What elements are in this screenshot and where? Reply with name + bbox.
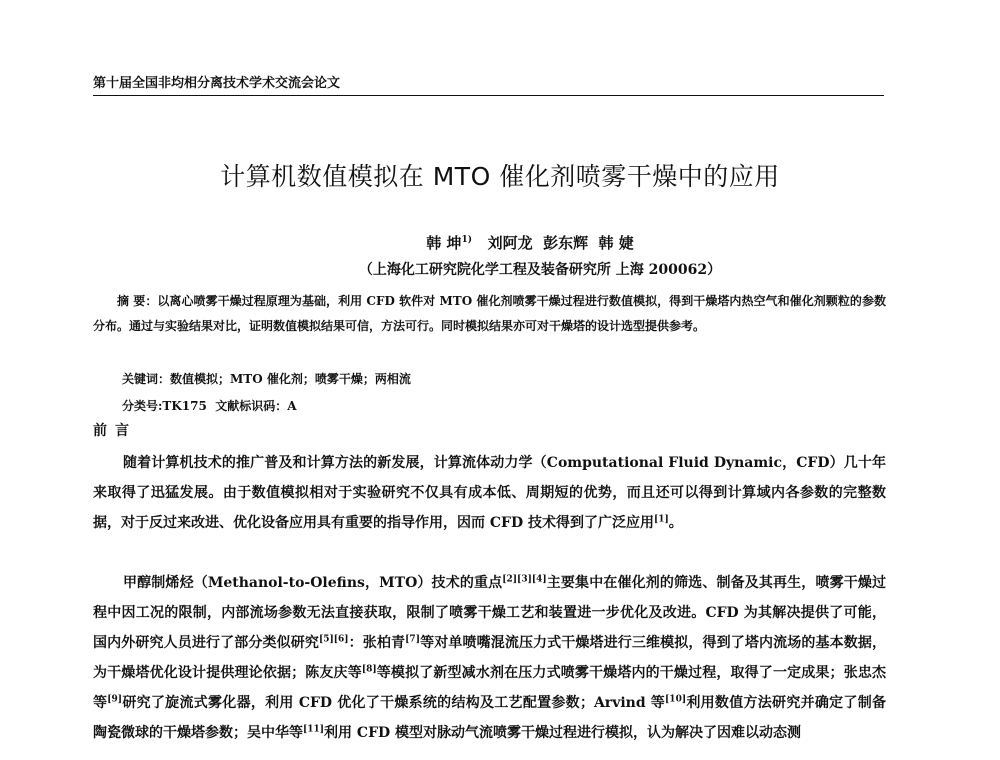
citation: [11]: [303, 724, 325, 735]
paragraph-text: 主要集中在催化剂的筛选、制备及其再生，喷雾干燥过程中因工况的限制，内部流场参数无法直接获取，限制了喷雾干燥工艺和装置进一步优化及改进。CFD 为其解决提供了可能，国内外研究人员进行了部分类似研究: [93, 575, 887, 651]
author-first: 韩 坤: [426, 234, 462, 252]
citation: [10]: [665, 694, 687, 705]
author-list: [0, 229, 1000, 254]
keywords-text: 数值模拟；MTO 催化剂；喷雾干燥；两相流: [170, 372, 411, 386]
author-others: 刘阿龙 彭东辉 韩 婕: [487, 234, 634, 252]
citation: [2][3][4]: [502, 574, 547, 585]
classification-line: 分类号:TK175 文献标识码：A: [122, 399, 297, 413]
paragraph-intro-1: [93, 448, 886, 538]
author-footnote-mark: 1): [461, 235, 472, 245]
paragraph-text: 随着计算机技术的推广普及和计算方法的新发展，计算流体动力学（Computational Fluid Dynamic，CFD）几十年来取得了迅猛发展。由于数值模拟相对于实验研究不仅具有成本低、周期短的优势，而且还可以得到计算域内各参数的完整数据，对于反过来改进、优化设备应用具有重要的指导作用，因而 CFD 技术得到了广泛应用: [93, 455, 886, 531]
paragraph-text: 等对单喷嘴混流压力式干燥塔进行三维模拟，得到了塔内流场的基本数据，为干燥塔优化设计提供理论依据；陈友庆等: [93, 635, 887, 681]
paragraph-intro-2: [93, 568, 886, 748]
abstract-label: 摘 要：: [117, 294, 158, 308]
citation: [5][6]: [318, 634, 349, 645]
paper-title: 计算机数值模拟在 MTO 催化剂喷雾干燥中的应用: [220, 162, 780, 191]
paragraph-text: 甲醇制烯烃（Methanol-to-Olefins，MTO）技术的重点: [123, 575, 503, 591]
citation: [9]: [107, 694, 123, 705]
keywords-label: 关键词：: [122, 372, 171, 386]
section-heading: 前言: [93, 423, 137, 439]
citation: [1]: [653, 514, 669, 525]
paragraph-text: 研究了旋流式雾化器，利用 CFD 优化了干燥系统的结构及工艺配置参数；Arvind 等: [122, 695, 666, 711]
running-head: 第十届全国非均相分离技术学术交流会论文: [93, 74, 884, 96]
paragraph-text: ：张柏青: [348, 635, 406, 651]
affiliation: （上海化工研究院化学工程及装备研究所 上海 200062）: [358, 262, 722, 278]
paragraph-text: 。: [668, 515, 683, 531]
paragraph-text: 利用数值方法研究并确定了制备陶瓷微球的干燥塔参数；吴中华等: [93, 695, 886, 741]
abstract: [93, 289, 886, 339]
abstract-text: 以离心喷雾干燥过程原理为基础，利用 CFD 软件对 MTO 催化剂喷雾干燥过程进行数值模拟，得到干燥塔内热空气和催化剂颗粒的参数分布。通过与实验结果对比，证明数值模拟结果可信，方法可行。同时模拟结果亦可对干燥塔的设计选型提供参考。: [93, 294, 886, 333]
keywords: [122, 369, 411, 389]
paragraph-text: 利用 CFD 模型对脉动气流喷雾干燥过程进行模拟，认为解决了因难以动态测: [324, 725, 802, 741]
citation: [7]: [405, 634, 420, 645]
citation: [8]: [361, 664, 377, 675]
paragraph-text: 等模拟了新型减水剂在压力式喷雾干燥塔内的干燥过程，取得了一定成果；张忠杰等: [93, 665, 887, 711]
